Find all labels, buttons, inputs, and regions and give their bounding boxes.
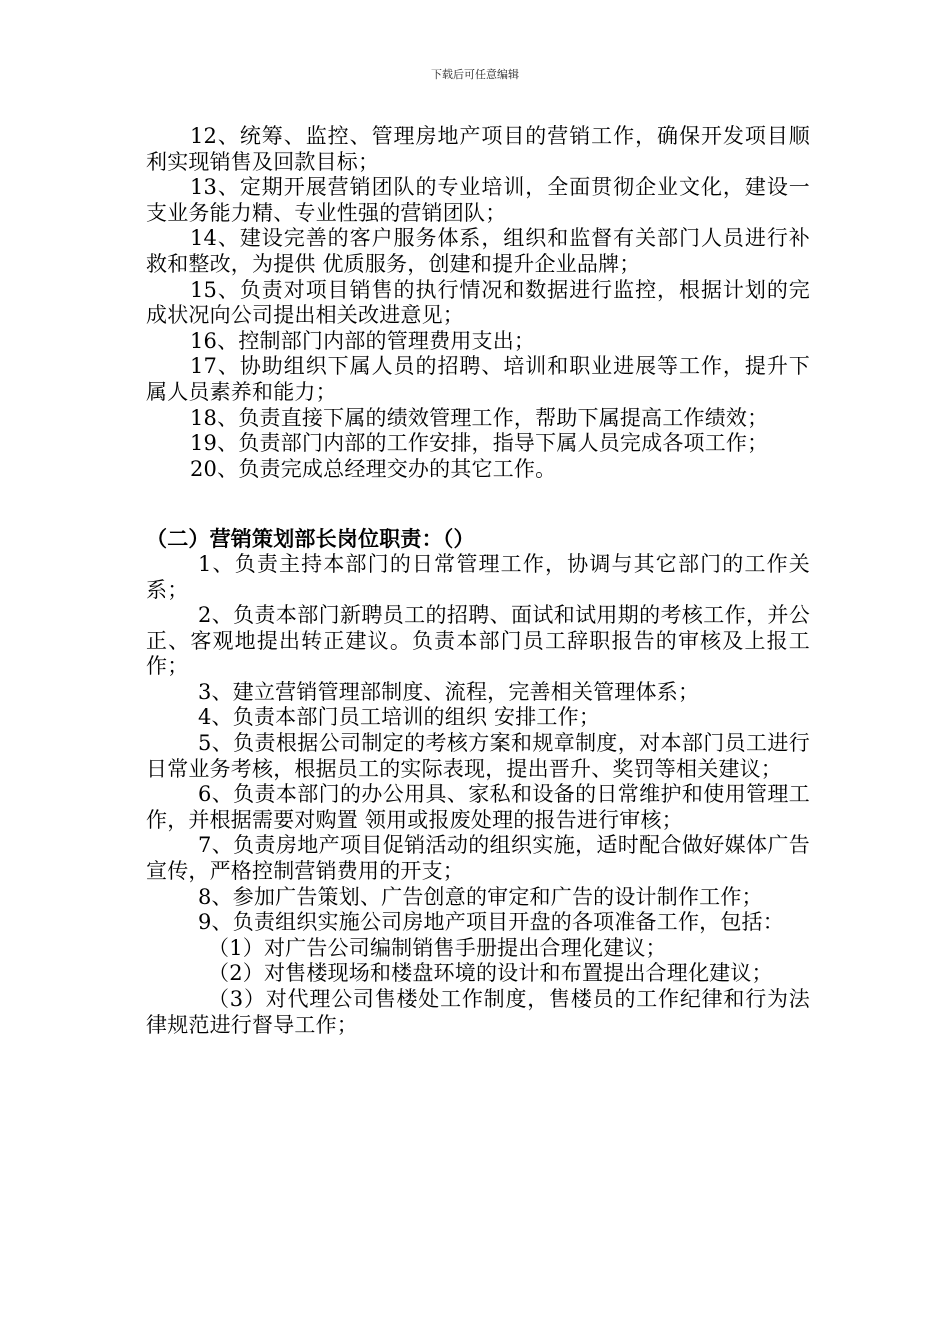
paragraph: 12、统筹、监控、管理房地产项目的营销工作，确保开发项目顺利实现销售及回款目标； [146,124,810,174]
sub-paragraph: （2）对售楼现场和楼盘环境的设计和布置提出合理化建议； [208,961,773,986]
paragraph: 5、负责根据公司制定的考核方案和规章制度，对本部门员工进行日常业务考核，根据员工的实际表现，提出晋升、奖罚等相关建议； [146,731,810,781]
page-header: 下载后可任意编辑 [431,68,519,81]
paragraph: 2、负责本部门新聘员工的招聘、面试和试用期的考核工作，并公正、客观地提出转正建议。负责本部门员工辞职报告的审核及上报工作； [146,603,810,679]
sub-paragraph: （1）对广告公司编制销售手册提出合理化建议； [208,935,667,960]
paragraph: 4、负责本部门员工培训的组织 安排工作； [198,705,601,730]
paragraph: 14、建设完善的客户服务体系，组织和监督有关部门人员进行补救和整改，为提供 优质服务，创建和提升企业品牌； [146,226,810,276]
paragraph: 1、负责主持本部门的日常管理工作，协调与其它部门的工作关系； [146,551,810,602]
paragraph: 13、定期开展营销团队的专业培训，全面贯彻企业文化，建设一支业务能力精、专业性强的营销团队； [146,175,810,225]
sub-paragraph: （3）对代理公司售楼处工作制度，售楼员的工作纪律和行为法律规范进行督导工作； [146,987,810,1037]
paragraph: 7、负责房地产项目促销活动的组织实施，适时配合做好媒体广告宣传，严格控制营销费用的开支； [146,833,810,884]
paragraph: 8、参加广告策划、广告创意的审定和广告的设计制作工作； [198,884,763,909]
paragraph: 6、负责本部门的办公用具、家私和设备的日常维护和使用管理工作，并根据需要对购置 领用或报废处理的报告进行审核； [146,782,810,832]
paragraph: 9、负责组织实施公司房地产项目开盘的各项准备工作，包括： [198,910,784,935]
paragraph: 15、负责对项目销售的执行情况和数据进行监控，根据计划的完成状况向公司提出相关改进意见； [146,277,810,328]
spacer [146,482,810,526]
paragraph: 3、建立营销管理部制度、流程，完善相关管理体系； [198,679,700,704]
paragraph: 18、负责直接下属的绩效管理工作，帮助下属提高工作绩效； [190,405,769,430]
paragraph: 19、负责部门内部的工作安排，指导下属人员完成各项工作； [190,431,769,456]
paragraph: 17、协助组织下属人员的招聘、培训和职业进展等工作，提升下属人员素养和能力； [146,354,810,404]
paragraph: 16、控制部门内部的管理费用支出； [190,328,536,353]
document-body [146,124,810,1038]
paragraph: 20、负责完成总经理交办的其它工作。 [190,456,557,481]
section-heading: （二）营销策划部长岗位职责：（） [146,526,475,552]
